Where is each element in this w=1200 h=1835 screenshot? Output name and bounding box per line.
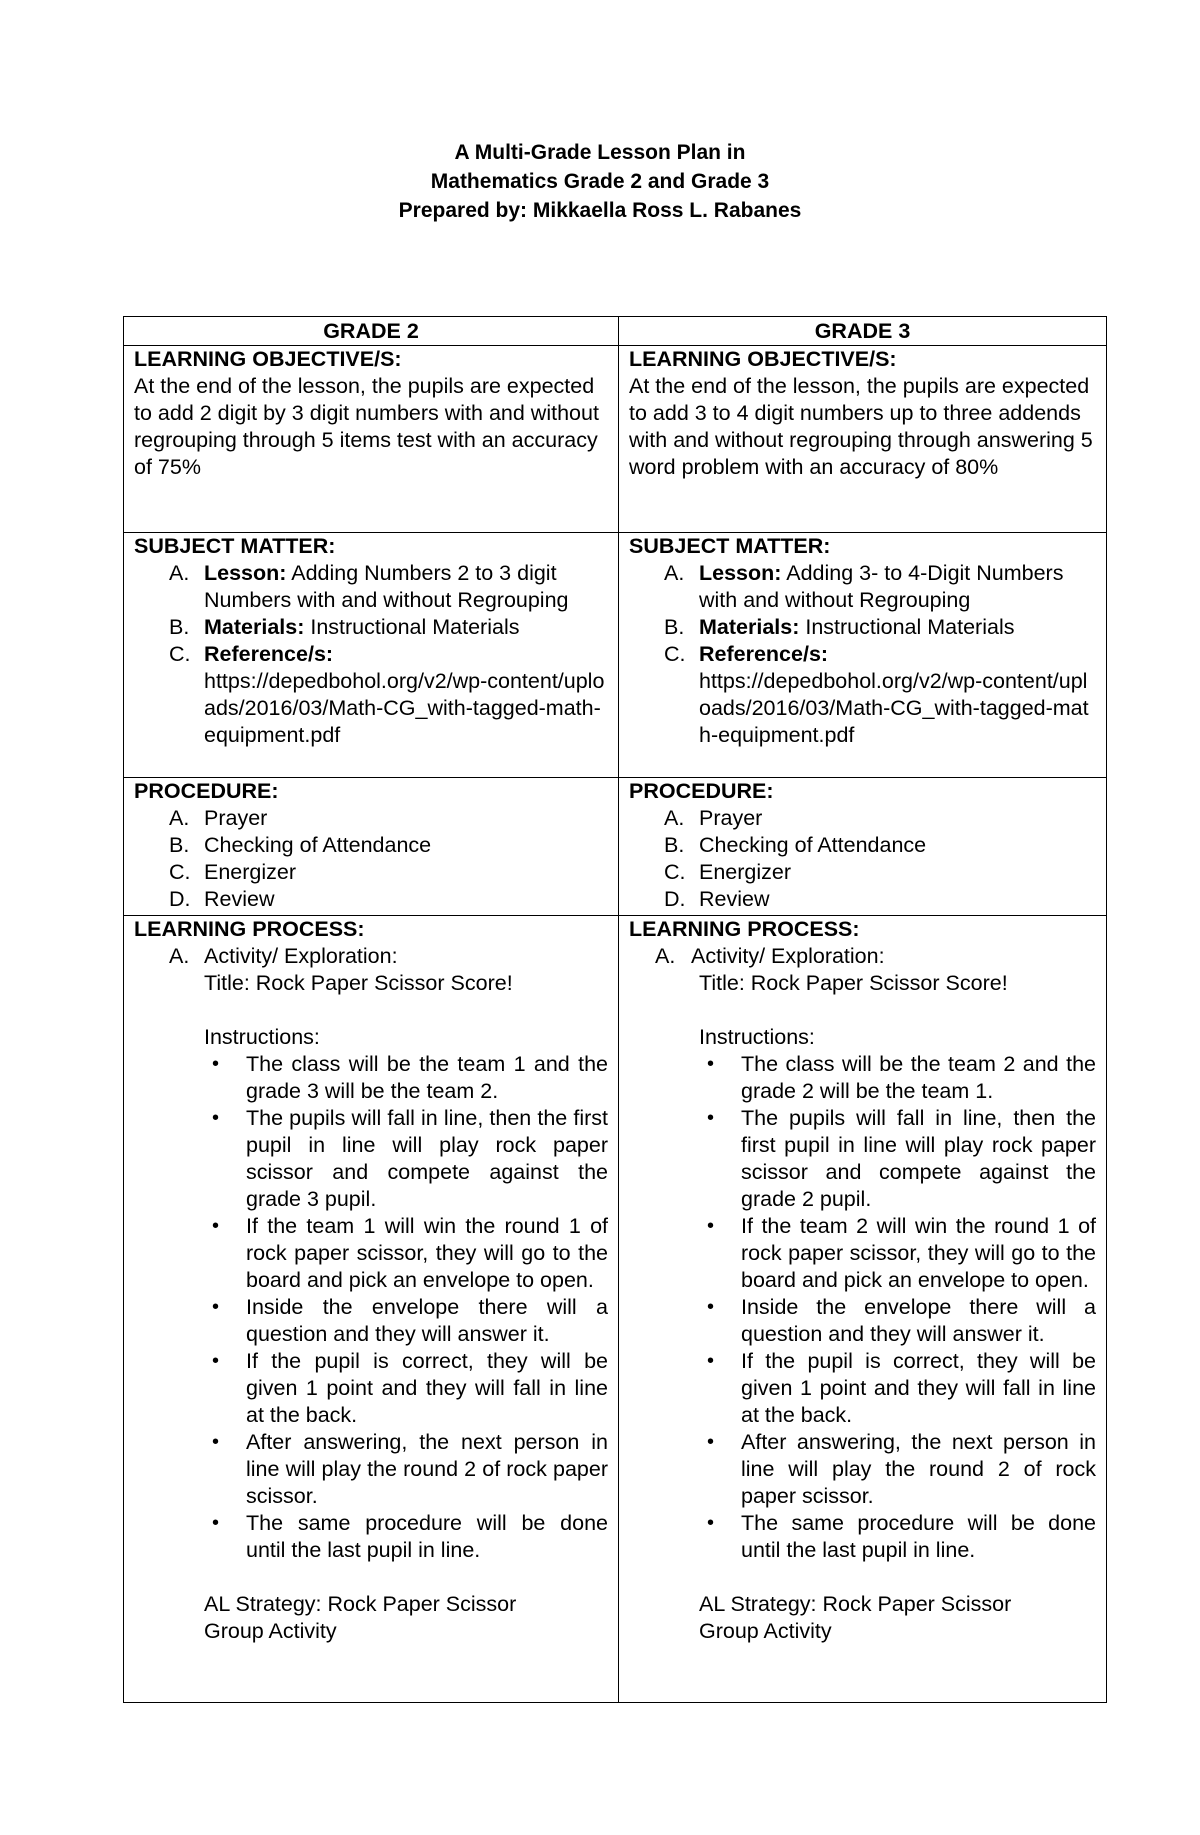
procedure-item: Energizer: [699, 860, 792, 884]
instruction-text: After answering, the next person in line will play the round 2 of rock paper scissor.: [246, 1430, 608, 1508]
procedure-item: Review: [699, 887, 770, 911]
list-item: [169, 859, 608, 886]
activity-label: Activity/ Exploration:: [204, 944, 398, 968]
bullet-icon: •: [707, 1296, 715, 1318]
spacer: [134, 1564, 608, 1591]
list-item: [707, 1348, 1096, 1429]
bullet-icon: •: [212, 1296, 220, 1318]
grade3-instructions-list: [629, 1051, 1096, 1564]
grade2-subject-list: [134, 560, 608, 749]
strategy-line: Group Activity: [204, 1619, 337, 1643]
grade2-procedure-list: [134, 805, 608, 913]
list-item: [212, 1105, 608, 1213]
bullet-icon: •: [212, 1512, 220, 1534]
grade2-materials-text: Instructional Materials: [310, 615, 520, 639]
instruction-text: After answering, the next person in line will play the round 2 of rock paper scissor.: [741, 1430, 1096, 1508]
objectives-row: [124, 346, 1107, 533]
list-marker: B.: [169, 833, 190, 857]
bullet-icon: •: [707, 1215, 715, 1237]
instruction-text: If the team 1 will win the round 1 of rock paper scissor, they will go to the board and pick an envelope to open.: [246, 1214, 608, 1292]
list-marker: B.: [664, 615, 685, 639]
list-item: [707, 1213, 1096, 1294]
grade3-objectives-cell: [619, 346, 1107, 533]
procedure-row: [124, 778, 1107, 916]
grade3-objective-text: At the end of the lesson, the pupils are expected to add 3 to 4 digit numbers up to three addends with and without regrouping through answering 5 word problem with an accuracy of 80%: [629, 374, 1093, 479]
grade2-process-cell: [124, 916, 619, 1703]
grade2-header: GRADE 2: [124, 317, 619, 346]
reference-label: Reference/s:: [699, 642, 829, 666]
list-item: [212, 1294, 608, 1348]
instruction-text: If the team 2 will win the round 1 of rock paper scissor, they will go to the board and pick an envelope to open.: [741, 1214, 1096, 1292]
list-item: [707, 1510, 1096, 1564]
grade2-objectives-cell: [124, 346, 619, 533]
lesson-label: Lesson:: [699, 561, 782, 585]
instruction-text: If the pupil is correct, they will be given 1 point and they will fall in line at the back.: [741, 1349, 1096, 1427]
procedure-item: Checking of Attendance: [699, 833, 927, 857]
grade2-lesson-text: Adding Numbers 2 to 3 digit Numbers with and without Regrouping: [204, 561, 569, 612]
list-marker: C.: [169, 860, 191, 884]
spacer: [629, 997, 1096, 1024]
list-item: [655, 943, 1096, 970]
spacer: [629, 1564, 1096, 1591]
list-marker: A.: [169, 944, 190, 968]
list-marker: B.: [169, 615, 190, 639]
procedure-item: Prayer: [699, 806, 763, 830]
bullet-icon: •: [707, 1431, 715, 1453]
grade3-header: GRADE 3: [619, 317, 1107, 346]
instruction-text: Inside the envelope there will a question and they will answer it.: [246, 1295, 608, 1346]
bullet-icon: •: [707, 1512, 715, 1534]
bullet-icon: •: [212, 1350, 220, 1372]
procedure-item: Prayer: [204, 806, 268, 830]
list-item: [664, 641, 1096, 749]
process-title: LEARNING PROCESS:: [134, 917, 365, 941]
list-item: [212, 1213, 608, 1294]
bullet-icon: •: [212, 1431, 220, 1453]
doc-subtitle: Mathematics Grade 2 and Grade 3: [430, 170, 770, 193]
list-item: [664, 832, 1096, 859]
strategy-line: Group Activity: [699, 1619, 832, 1643]
activity-title: Title: Rock Paper Scissor Score!: [699, 971, 1008, 995]
list-marker: A.: [655, 944, 676, 968]
activity-label: Activity/ Exploration:: [691, 944, 885, 968]
learning-process-row: [124, 916, 1107, 1703]
list-marker: A.: [664, 806, 685, 830]
list-marker: A.: [169, 561, 190, 585]
lesson-plan-table: [123, 316, 1107, 1703]
list-item: [664, 614, 1096, 641]
instruction-text: The pupils will fall in line, then the first pupil in line will play rock paper scissor and compete against the grade 3 pupil.: [246, 1106, 608, 1211]
instruction-text: The same procedure will be done until the last pupil in line.: [246, 1511, 608, 1562]
procedure-item: Review: [204, 887, 275, 911]
list-item: [169, 805, 608, 832]
list-marker: C.: [169, 642, 191, 666]
list-item: [664, 859, 1096, 886]
list-item: [212, 1510, 608, 1564]
procedure-item: Energizer: [204, 860, 297, 884]
list-item: [169, 943, 608, 970]
grade3-subject-cell: [619, 533, 1107, 778]
header-row: [124, 317, 1107, 346]
list-marker: C.: [664, 642, 686, 666]
doc-author: Prepared by: Mikkaella Ross L. Rabanes: [398, 199, 802, 222]
bullet-icon: •: [707, 1107, 715, 1129]
grade3-procedure-cell: [619, 778, 1107, 916]
list-item: [664, 805, 1096, 832]
materials-label: Materials:: [699, 615, 800, 639]
grade3-lesson-text: Adding 3- to 4-Digit Numbers with and without Regrouping: [699, 561, 1064, 612]
bullet-icon: •: [707, 1053, 715, 1075]
list-item: [707, 1429, 1096, 1510]
objectives-title: LEARNING OBJECTIVE/S:: [134, 347, 402, 371]
grade2-reference-link[interactable]: https://depedbohol.org/v2/wp-content/uploads/2016/03/Math-CG_with-tagged-math-equipment.pdf: [204, 669, 605, 747]
subject-title: SUBJECT MATTER:: [134, 534, 336, 558]
grade2-objective-text: At the end of the lesson, the pupils are expected to add 2 digit by 3 digit numbers with and without regrouping through 5 items test with an accuracy of 75%: [134, 374, 599, 479]
document-header: [0, 138, 1200, 225]
bullet-icon: •: [212, 1107, 220, 1129]
strategy-line: AL Strategy: Rock Paper Scissor: [204, 1592, 517, 1616]
grade2-instructions-list: [134, 1051, 608, 1564]
procedure-item: Checking of Attendance: [204, 833, 432, 857]
subject-title: SUBJECT MATTER:: [629, 534, 831, 558]
grade3-activity-list: [629, 943, 1096, 970]
list-item: [707, 1105, 1096, 1213]
procedure-title: PROCEDURE:: [134, 779, 279, 803]
list-marker: C.: [664, 860, 686, 884]
instructions-label: Instructions:: [699, 1025, 815, 1049]
instruction-text: The class will be the team 2 and the grade 2 will be the team 1.: [741, 1052, 1096, 1103]
list-item: [212, 1051, 608, 1105]
lesson-label: Lesson:: [204, 561, 287, 585]
list-marker: A.: [169, 806, 190, 830]
list-item: [664, 560, 1096, 614]
grade3-materials-text: Instructional Materials: [805, 615, 1015, 639]
list-item: [664, 886, 1096, 913]
instruction-text: Inside the envelope there will a question and they will answer it.: [741, 1295, 1096, 1346]
materials-label: Materials:: [204, 615, 305, 639]
list-item: [707, 1051, 1096, 1105]
strategy-line: AL Strategy: Rock Paper Scissor: [699, 1592, 1012, 1616]
bullet-icon: •: [707, 1350, 715, 1372]
list-marker: A.: [664, 561, 685, 585]
activity-title: Title: Rock Paper Scissor Score!: [204, 971, 513, 995]
bullet-icon: •: [212, 1053, 220, 1075]
process-title: LEARNING PROCESS:: [629, 917, 860, 941]
list-item: [169, 641, 608, 749]
grade2-procedure-cell: [124, 778, 619, 916]
list-item: [169, 832, 608, 859]
instruction-text: If the pupil is correct, they will be given 1 point and they will fall in line at the back.: [246, 1349, 608, 1427]
bullet-icon: •: [212, 1215, 220, 1237]
grade3-procedure-list: [629, 805, 1096, 913]
doc-title: A Multi-Grade Lesson Plan in: [454, 141, 746, 164]
reference-label: Reference/s:: [204, 642, 334, 666]
grade2-activity-list: [134, 943, 608, 970]
grade3-reference-link[interactable]: https://depedbohol.org/v2/wp-content/uploads/2016/03/Math-CG_with-tagged-math-equipment.pdf: [699, 669, 1089, 747]
spacer: [134, 997, 608, 1024]
grade3-subject-list: [629, 560, 1096, 749]
list-marker: D.: [169, 887, 191, 911]
grade2-subject-cell: [124, 533, 619, 778]
grade3-process-cell: [619, 916, 1107, 1703]
list-item: [169, 560, 608, 614]
procedure-title: PROCEDURE:: [629, 779, 774, 803]
instruction-text: The class will be the team 1 and the grade 3 will be the team 2.: [246, 1052, 608, 1103]
instructions-label: Instructions:: [204, 1025, 320, 1049]
instruction-text: The same procedure will be done until the last pupil in line.: [741, 1511, 1096, 1562]
instruction-text: The pupils will fall in line, then the first pupil in line will play rock paper scissor and compete against the grade 2 pupil.: [741, 1106, 1096, 1211]
list-item: [169, 614, 608, 641]
list-marker: B.: [664, 833, 685, 857]
list-marker: D.: [664, 887, 686, 911]
list-item: [169, 886, 608, 913]
list-item: [212, 1348, 608, 1429]
subject-matter-row: [124, 533, 1107, 778]
list-item: [212, 1429, 608, 1510]
list-item: [707, 1294, 1096, 1348]
objectives-title: LEARNING OBJECTIVE/S:: [629, 347, 897, 371]
